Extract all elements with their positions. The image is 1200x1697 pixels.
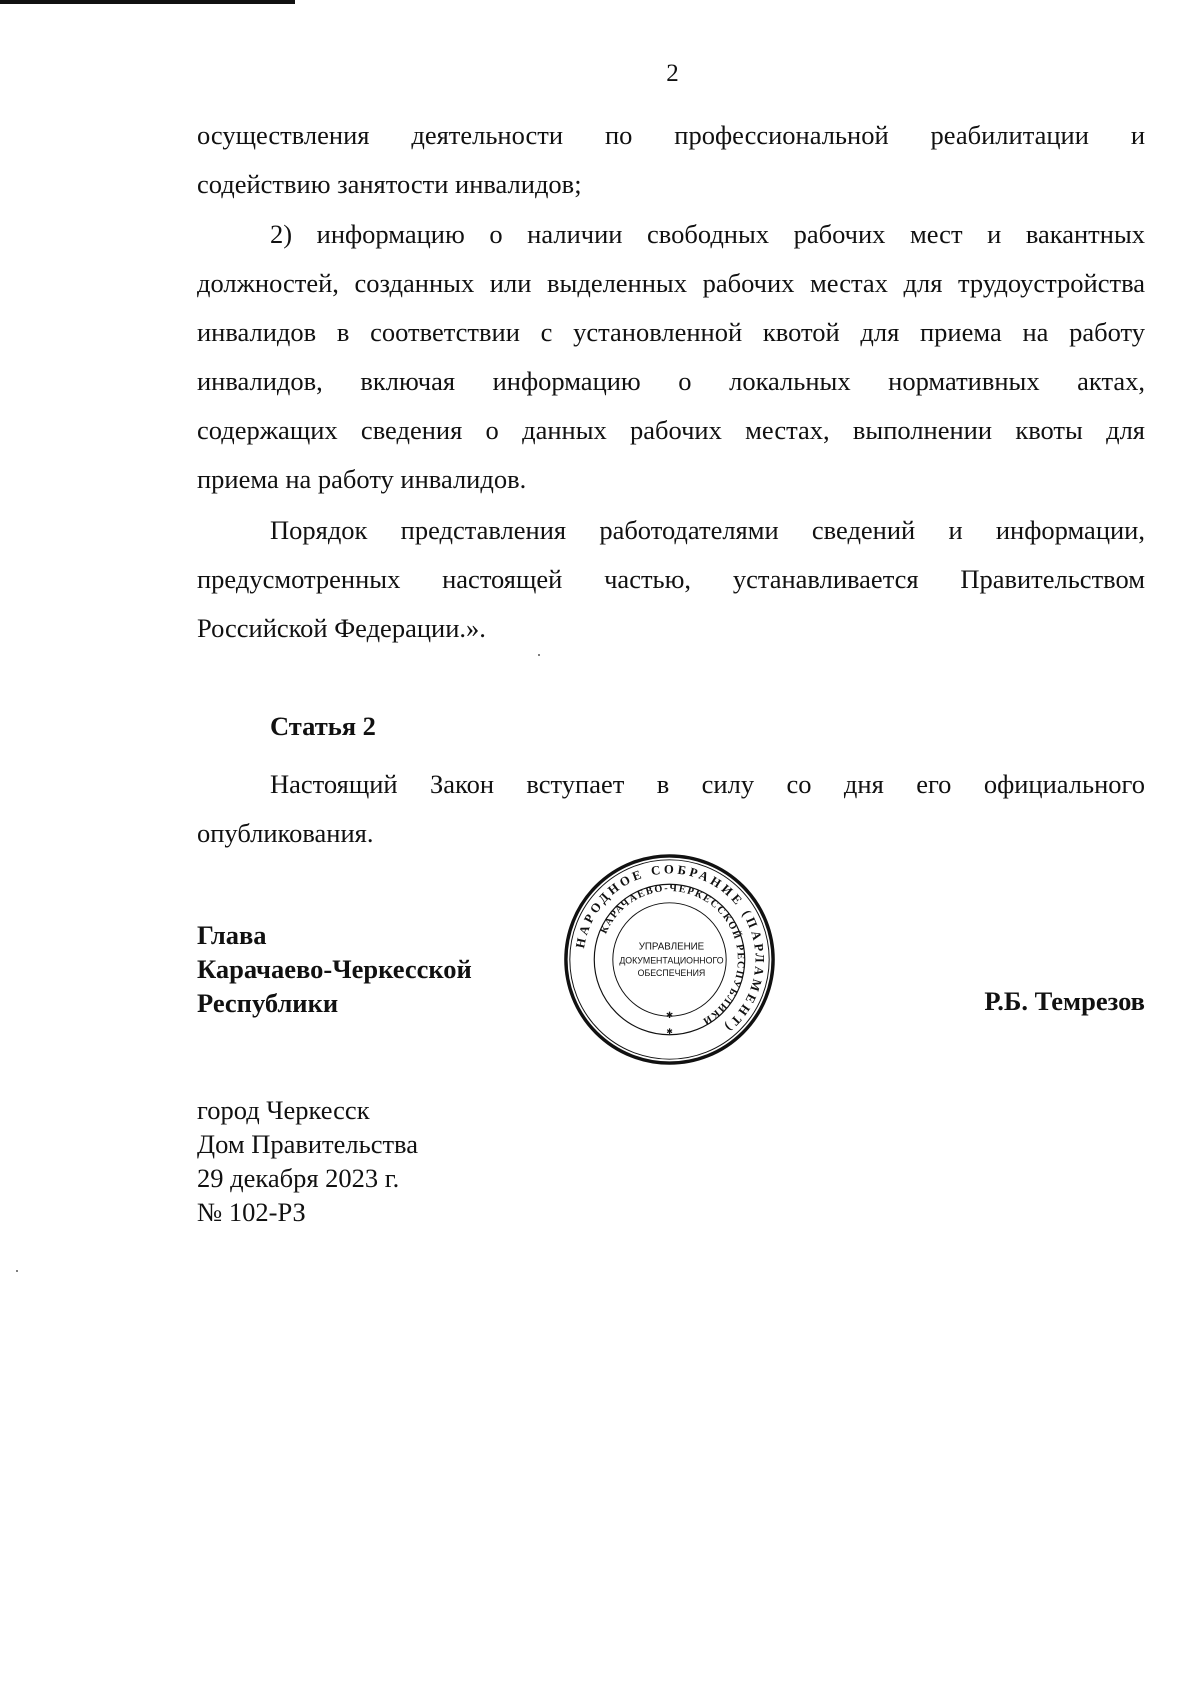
text-line: Порядок представления работодателями сведений и информации,: [270, 515, 1145, 545]
paragraph-continuation: [197, 111, 1145, 209]
place-city: город Черкесск: [197, 1095, 370, 1125]
scan-speck: [538, 654, 540, 656]
page-number: 2: [666, 60, 679, 87]
text-line: осуществления деятельности по профессиональной реабилитации и: [197, 120, 1145, 150]
official-seal: [562, 852, 777, 1067]
top-rule: [0, 0, 295, 4]
text-line: Российской Федерации.».: [197, 613, 486, 643]
article-text: [197, 760, 1145, 858]
text-line: Настоящий Закон вступает в силу со дня его официального: [270, 769, 1145, 799]
place-building: Дом Правительства: [197, 1129, 418, 1159]
signature-title-line: Глава: [197, 920, 267, 950]
seal-center-line: ДОКУМЕНТАЦИОННОГО: [619, 955, 724, 966]
seal-outer-text: НАРОДНОЕ СОБРАНИЕ (ПАРЛАМЕНТ): [573, 862, 767, 1037]
signature-title: [197, 918, 472, 1020]
article-heading: Статья 2: [270, 711, 376, 741]
seal-center-line: ОБЕСПЕЧЕНИЯ: [637, 968, 706, 979]
text-line: предусмотренных настоящей частью, устанавливается Правительством: [197, 564, 1145, 594]
signature-title-line: Республики: [197, 988, 339, 1018]
text-line: содержащих сведения о данных рабочих местах, выполнении квоты для: [197, 415, 1145, 445]
seal-star-icon: ✱: [666, 1026, 673, 1036]
text-line: 2) информацию о наличии свободных рабочих мест и вакантных: [270, 219, 1145, 249]
text-line: опубликования.: [197, 818, 374, 848]
place-date-block: [197, 1093, 418, 1229]
signatory-name: Р.Б. Темрезов: [984, 986, 1145, 1016]
seal-star-icon: ✱: [665, 1011, 674, 1022]
text-line: инвалидов, включая информацию о локальных нормативных актах,: [197, 366, 1145, 396]
signature-title-line: Карачаево-Черкесской: [197, 954, 472, 984]
text-line: содействию занятости инвалидов;: [197, 169, 582, 199]
document-number: № 102-РЗ: [197, 1197, 306, 1227]
document-date: 29 декабря 2023 г.: [197, 1163, 400, 1193]
text-line: приема на работу инвалидов.: [197, 464, 527, 494]
seal-center-line: УПРАВЛЕНИЕ: [638, 941, 705, 953]
paragraph-item-2: [197, 210, 1145, 504]
seal-inner-text: КАРАЧАЕВО-ЧЕРКЕССКОЙ РЕСПУБЛИКИ: [598, 882, 747, 1028]
text-line: инвалидов в соответствии с установленной квотой для приема на работу: [197, 317, 1145, 347]
scan-speck: [16, 1270, 18, 1272]
text-line: должностей, созданных или выделенных рабочих местах для трудоустройства: [197, 268, 1145, 298]
paragraph-procedure: [197, 506, 1145, 653]
